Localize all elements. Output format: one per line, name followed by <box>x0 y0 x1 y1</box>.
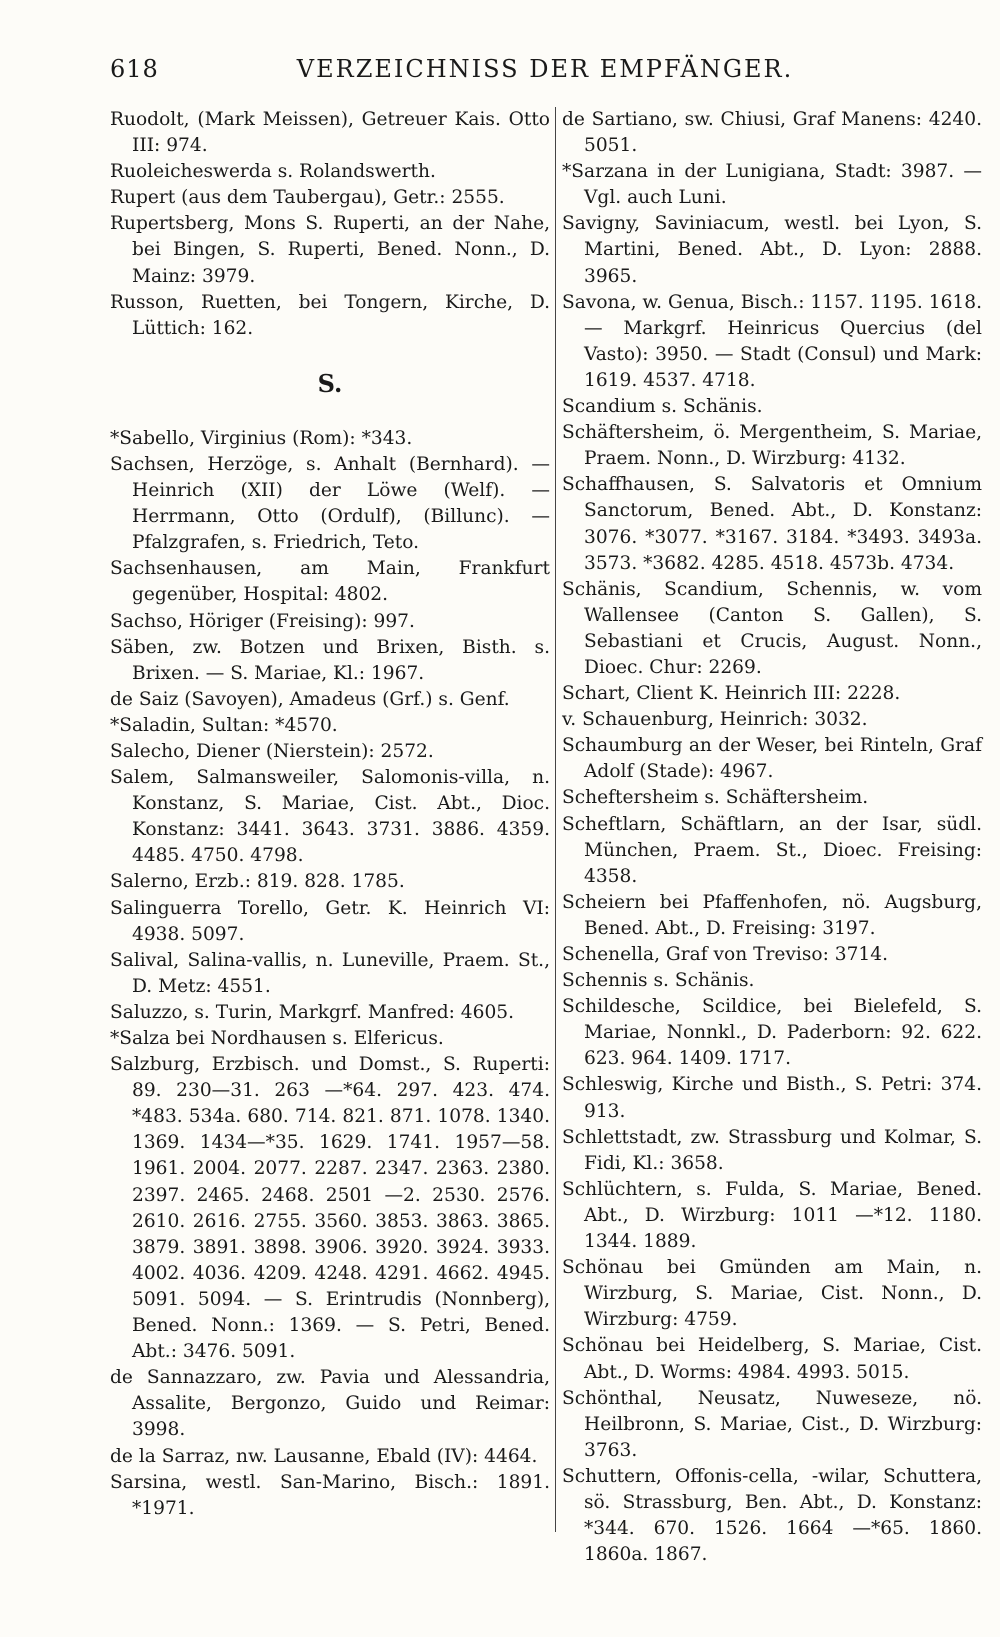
index-entry: Schenella, Graf von Treviso: 3714. <box>562 944 888 965</box>
index-entry: Rupertsberg, Mons S. Ruperti, an der Nahe, bei Bingen, S. Ruperti, Bened. Nonn., D. Mainz: 3979. <box>110 213 550 287</box>
index-entry: Schuttern, Offonis-cella, -wilar, Schuttera, sö. Strassburg, Ben. Abt., D. Konstanz: *344. 670. 1526. 1664 —*65. 1860. 1860a. 1867. <box>562 1465 982 1566</box>
index-entry: Schönau bei Gmünden am Main, n. Wirzburg, S. Mariae, Cist. Nonn., D. Wirzburg: 4759. <box>562 1257 982 1331</box>
index-entry: Salival, Salina-vallis, n. Luneville, Praem. St., D. Metz: 4551. <box>110 949 550 997</box>
index-entry: Schart, Client K. Heinrich III: 2228. <box>562 683 901 705</box>
index-entry: Scheiern bei Pfaffenhofen, nö. Augsburg, Bened. Abt., D. Freising: 3197. <box>562 891 982 939</box>
index-entry: Schildesche, Scildice, bei Bielefeld, S. Mariae, Nonnkl., D. Paderborn: 92. 622. 623. 964. 1409. 1717. <box>562 996 982 1070</box>
index-entry: Säben, zw. Botzen und Brixen, Bisth. s. Brixen. — S. Mariae, Kl.: 1967. <box>110 636 550 684</box>
index-entry: Scheftlarn, Schäftlarn, an der Isar, südl. München, Praem. St., Dioec. Freising: 4358. <box>562 813 982 887</box>
index-entry: v. Schauenburg, Heinrich: 3032. <box>562 709 868 731</box>
index-entry: de Saiz (Savoyen), Amadeus (Grf.) s. Genf. <box>110 688 510 710</box>
index-entry: Schönau bei Heidelberg, S. Mariae, Cist. Abt., D. Worms: 4984. 4993. 5015. <box>562 1335 982 1383</box>
page-header <box>110 55 980 95</box>
right-column <box>562 107 982 1568</box>
index-entry: Schlüchtern, s. Fulda, S. Mariae, Bened. Abt., D. Wirzburg: 1011 —*12. 1180. 1344. 1889. <box>562 1178 982 1253</box>
index-entry: de Sannazzaro, zw. Pavia und Alessandria, Assalite, Bergonzo, Guido und Reimar: 3998. <box>110 1367 550 1441</box>
section-letter: S. <box>317 368 343 398</box>
index-entry: Russon, Ruetten, bei Tongern, Kirche, D. Lüttich: 162. <box>110 291 550 339</box>
index-entry: *Salza bei Nordhausen s. Elfericus. <box>110 1028 444 1049</box>
index-entry: Salecho, Diener (Nierstein): 2572. <box>110 740 434 762</box>
column-divider <box>555 107 556 1532</box>
index-entry: Schänis, Scandium, Schennis, w. vom Wallensee (Canton S. Gallen), S. Sebastiani et Crucis, August. Nonn., Dioec. Chur: 2269. <box>562 578 982 678</box>
index-entry: de la Sarraz, nw. Lausanne, Ebald (IV): 4464. <box>110 1445 538 1467</box>
index-entry: Savigny, Saviniacum, westl. bei Lyon, S. Martini, Bened. Abt., D. Lyon: 2888. 3965. <box>562 213 982 287</box>
index-entry: Sachsen, Herzöge, s. Anhalt (Bernhard). — Heinrich (XII) der Löwe (Welf). — Herrmann, Otto (Ordulf), (Billunc). — Pfalzgrafen, s. Friedrich, Teto. <box>110 453 550 554</box>
index-entry: Schaffhausen, S. Salvatoris et Omnium Sanctorum, Bened. Abt., D. Konstanz: 3076. *3077. *3167. 3184. *3493. 3493a. 3573. *3682. 4285. 4518. 4573b. 4734. <box>562 474 982 574</box>
index-entry: *Sabello, Virginius (Rom): *343. <box>110 427 413 449</box>
index-entry: Salinguerra Torello, Getr. K. Heinrich VI: 4938. 5097. <box>110 897 550 945</box>
index-entry: Ruoleicheswerda s. Rolandswerth. <box>110 161 436 183</box>
left-column <box>110 107 550 1522</box>
index-entry: Sachsenhausen, am Main, Frankfurt gegenüber, Hospital: 4802. <box>110 558 550 606</box>
index-entry: Saluzzo, s. Turin, Markgrf. Manfred: 4605. <box>110 1001 515 1023</box>
index-entry: Schlettstadt, zw. Strassburg und Kolmar, S. Fidi, Kl.: 3658. <box>562 1126 982 1174</box>
index-entry: Schleswig, Kirche und Bisth., S. Petri: 374. 913. <box>562 1074 982 1122</box>
index-entry: Scheftersheim s. Schäftersheim. <box>562 787 869 809</box>
index-entry: Schennis s. Schänis. <box>562 970 755 992</box>
index-entry: Salerno, Erzb.: 819. 828. 1785. <box>110 871 405 893</box>
index-entry: Salem, Salmansweiler, Salomonis-villa, n. Konstanz, S. Mariae, Cist. Abt., Dioc. Konstanz: 3441. 3643. 3731. 3886. 4359. 4485. 4750. 4798. <box>110 767 550 867</box>
page-number: 618 <box>110 55 159 83</box>
index-entry: Sachso, Höriger (Freising): 997. <box>110 610 415 632</box>
index-entry: Schönthal, Neusatz, Nuweseze, nö. Heilbronn, S. Mariae, Cist., D. Wirzburg: 3763. <box>562 1387 982 1461</box>
index-entry: Schäftersheim, ö. Mergentheim, S. Mariae, Praem. Nonn., D. Wirzburg: 4132. <box>562 422 982 470</box>
index-entry: Sarsina, westl. San-Marino, Bisch.: 1891. *1971. <box>110 1471 550 1519</box>
index-entry: Schaumburg an der Weser, bei Rinteln, Graf Adolf (Stade): 4967. <box>562 735 982 783</box>
index-entry: Savona, w. Genua, Bisch.: 1157. 1195. 1618. — Markgrf. Heinricus Quercius (del Vasto): 3950. — Stadt (Consul) und Mark: 1619. 4537. 4718. <box>562 291 982 391</box>
index-entry: de Sartiano, sw. Chiusi, Graf Manens: 4240. 5051. <box>562 109 982 157</box>
index-entry: Salzburg, Erzbisch. und Domst., S. Ruperti: 89. 230—31. 263 —*64. 297. 423. 474. *483. 534a. 680. 714. 821. 871. 1078. 1340. 1369. 1434—*35. 1629. 1741. 1957—58. 1961. 2004. 2077. 2287. 2347. 2363. 2380. 2397. 2465. 2468. 2501 —2. 2530. 2576. 2610. 2616. 2755. 3560. 3853. 3863. 3865. 3879. 3891. 3898. 3906. 3920. 3924. 3933. 4002. 4036. 4209. 4248. 4291. 4662. 4945. 5091. 5094. — S. Erintrudis (Nonnberg), Bened. Nonn.: 1369. — S. Petri, Bened. Abt.: 3476. 5091. <box>110 1054 550 1363</box>
page-title: VERZEICHNISS DER EMPFÄNGER. <box>296 55 794 83</box>
index-entry: Scandium s. Schänis. <box>562 396 763 418</box>
index-entry: Rupert (aus dem Taubergau), Getr.: 2555. <box>110 187 505 209</box>
index-entry: *Saladin, Sultan: *4570. <box>110 714 338 736</box>
index-entry: Ruodolt, (Mark Meissen), Getreuer Kais. Otto III: 974. <box>110 109 550 157</box>
index-entry: *Sarzana in der Lunigiana, Stadt: 3987. — Vgl. auch Luni. <box>562 161 982 209</box>
